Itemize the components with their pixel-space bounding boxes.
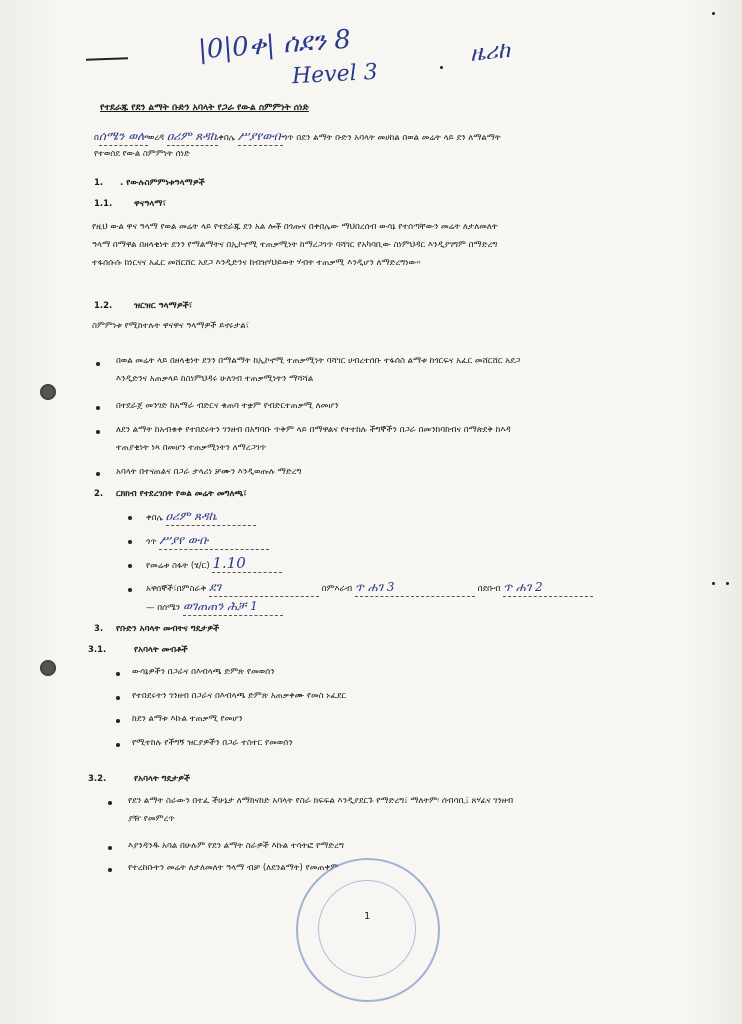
document-title: የተደራጁ የደን ልማት ቡድን አባላት የጋራ የውል ስምምነት ሰነድ: [100, 103, 309, 113]
bullet: [116, 696, 120, 700]
list-item: በወል መሬት ላይ በዘላቂነት ደንን በማልማት ከኢኮኖሚ ተጠቃሚነት ባሻገር ሀብረተሰቡ ተፋሰስ ልማቱ ከጎርፍና አፈር መሸርሸር አደጋ እንዲድንና አጠቃላይ ከስነምህዳሩ ሁለገብ ተጠቃሚነትን ማሻሻል: [116, 356, 521, 384]
woreda-fill: ዐሪም ጸዳኬ: [167, 128, 218, 146]
zone-fill: ሰሜን ወሎ: [99, 128, 148, 146]
section-1-2-number: 1.2.: [94, 301, 113, 311]
area-item: የመሬቱ ስፋት (ሄ/ር) 1.10: [146, 555, 282, 575]
bullet: [108, 801, 112, 805]
kebele-item: ቀበሌ ዐሪም ጸዳኬ: [146, 508, 256, 527]
intro-line-1: በሰሜን ወሎወረዳ ዐሪም ጸዳኬቀበሌ ሥያየውቡጎጥ በደን ልማት ቡድን አባላት መሀከል በወል መሬት ላይ ደን ለማልማት: [94, 128, 501, 147]
punch-hole: [40, 660, 56, 676]
section-3-title: የቡድን አባላት መብትና ግዴታዎች: [116, 624, 220, 634]
section-1-1-title: ዋናዓላማ፣: [134, 199, 166, 209]
section-1-1-number: 1.1.: [94, 199, 113, 209]
section-3-2-title: የአባላት ግዴታዎች: [134, 774, 191, 784]
handwritten-reference: |0|0ቀ| ሰደን 8: [197, 24, 352, 66]
section-1-2-intro: ስምምነቱ የሚከተሉት ዋናዋና ዓላማዎች ይኖሩታል፣: [92, 321, 250, 331]
list-item: የሚተከሉ የችግኝ ዝርያዎችን በጋራ ተስተር የመወሰን: [132, 738, 293, 748]
page-number: 1: [364, 911, 371, 922]
bullet: [128, 588, 132, 592]
list-item: እያንዳንዱ አባል በሁሉም የደን ልማት ስራዎች እኩል ተሳትፎ የማድረግ: [128, 841, 344, 851]
bullet: [96, 472, 100, 476]
bullet: [116, 743, 120, 747]
official-stamp: [296, 858, 440, 1002]
section-1-title: . የውሉስምምነቱዓላማዎች: [120, 178, 205, 188]
section-1-2-title: ዝርዝር ዓላማዎች፣: [134, 301, 193, 311]
list-item: አባላት በተናጠልና በጋራ ታላሪነ ቻሙን እንዲወጡሉ ማድረግ: [116, 467, 302, 477]
list-item: በተደራጀ መንገድ ከአማራ ብድርና ቁጠባ ተቋም የብድርተጠቃሚ ለመሆን: [116, 401, 339, 411]
kebele-fill: ሥያየውቡ: [238, 128, 283, 146]
list-item: ውሳኔዎችን በጋራና በእብላጫ ድምጽ የመወሰን: [132, 667, 275, 677]
signature: ዜሪከ: [468, 37, 512, 68]
section-2-title: ርክክብ የተደረገበት የወል መሬት መግለጫ፣: [116, 489, 247, 499]
section-1-number: 1.: [94, 178, 104, 188]
dash-mark: [86, 57, 128, 60]
bullet: [96, 362, 100, 366]
bullet: [116, 719, 120, 723]
section-1-1-paragraph: የዚህ ውል ዋና ዓላማ የወል መሬት ላይ የተደራጁ ደን አል ሎቾ በጎጡና በቀበሌው ማህበረሰብ ውሳኔ የተሰጣቸውን መሬት ለታለመለት ዓላማ በማዋል በዘላቂነት ደንን የማልማትና በኢኮኖሚ ተጠቃሚነት ከማረጋገጥ ባሻገር የአካባቢው ስነምህዳር እንዲያገግም በማድረግ ተፋሰሱሱ ከነርናና አፈር መሸርሸር አደጋ እንዲድንና ከብዝሃህይወት ሃብት ተጠቃሚ እንዲሆን ለማድረግነው።: [92, 222, 498, 268]
bullet: [128, 564, 132, 568]
bullet: [96, 406, 100, 410]
section-3-1-title: የአባላት መብቶች: [134, 645, 188, 655]
section-3-2-number: 3.2.: [88, 774, 107, 784]
boundary-north: — በሰሜን ወገጠጠን ሕቻ 1: [146, 598, 283, 617]
list-item: ለደን ልማት ከአብቁቀ የተበደሩትን ገንዘብ በአግባቡ ጥቅም ላይ በማዋልና የተተከሉ ችግኞችን በጋራ በመንከባከብና በማጽደቅ ከእዳ ተጠያቂነት ነጻ በመሆን ተጠቃሚነትን ለማረጋገጥ: [116, 425, 511, 453]
punch-hole: [40, 384, 56, 400]
list-item: ከደን ልማቱ እኩል ተጠቃሚ የመሆን: [132, 714, 243, 724]
boundary-item: አዋሰኞች፣በምስራቅ ደገ በምእራብ ጥ ሐገ 3 በደቡብ ጥ ሐገ 2: [146, 579, 593, 598]
bullet: [96, 430, 100, 434]
section-3-number: 3.: [94, 624, 104, 634]
intro-line-2: የተወሰደ የውል ስምምነት ሰነድ: [94, 149, 190, 159]
bullet: [116, 672, 120, 676]
bullet: [128, 516, 132, 520]
list-item: የተበደሩትን ገንዘብ በጋራና በእብላጫ ድምጽ አጠቃቀሙ የመስ ኑፈደር: [132, 691, 347, 701]
section-3-1-number: 3.1.: [88, 645, 107, 655]
list-item: የተረከቡትን መሬት ለታለመለት ዓላማ ብቻ (ለደንልማት) የመጠቀም: [128, 863, 339, 873]
bullet: [108, 846, 112, 850]
bullet: [108, 868, 112, 872]
section-2-number: 2.: [94, 489, 104, 499]
list-item: የደን ልማት ስራውን በተፈ ችሁኔታ ለማከናከድ አባላት የስራ ክፍፍል እንዲያደርጉ የማድረግ፤ ማለትም፡ ሰብሳቢ፤ ጸሃፊና ገንዘብ ያዥ የመምረጥ: [128, 796, 514, 824]
got-item: ጎጥ ሥያየ ውቡ: [146, 532, 269, 551]
bullet: [128, 540, 132, 544]
handwritten-level: Hevel 3: [291, 59, 379, 90]
